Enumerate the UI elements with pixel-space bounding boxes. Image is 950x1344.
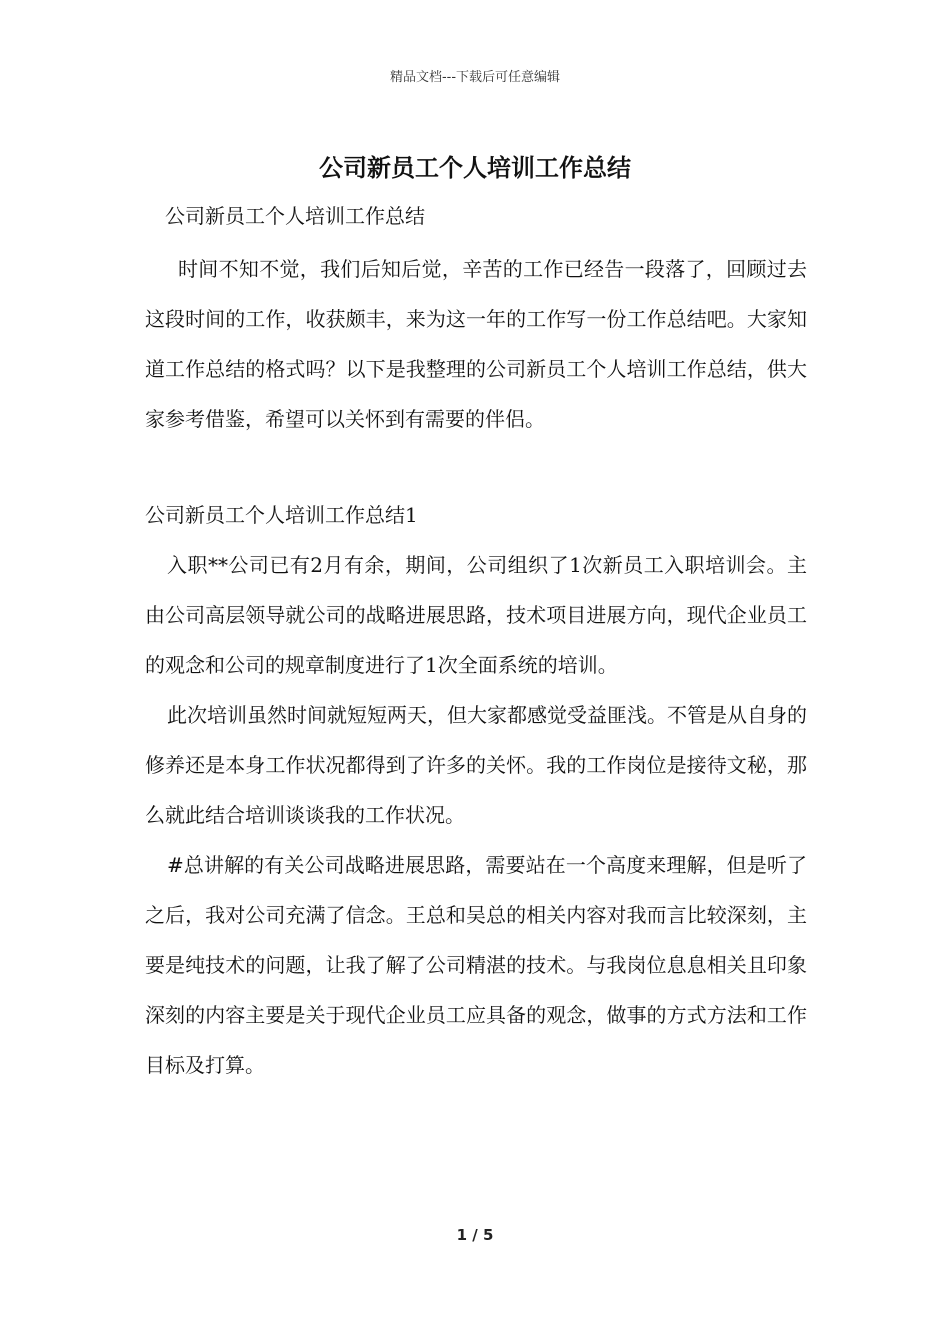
document-subtitle: 公司新员工个人培训工作总结 <box>165 204 425 228</box>
page-number: 1 / 5 <box>456 1226 494 1244</box>
section-heading: 公司新员工个人培训工作总结1 <box>145 503 418 527</box>
intro-paragraph: 时间不知不觉，我们后知后觉，辛苦的工作已经告一段落了，回顾过去这段时间的工作，收获颇丰，来为这一年的工作写一份工作总结吧。大家知道工作总结的格式吗？以下是我整理的公司新员工个人培训工作总结，供大家参考借鉴，希望可以关怀到有需要的伴侣。 <box>145 257 807 431</box>
document-title: 公司新员工个人培训工作总结 <box>319 154 631 182</box>
body-paragraph: 此次培训虽然时间就短短两天，但大家都感觉受益匪浅。不管是从自身的修养还是本身工作状况都得到了许多的关怀。我的工作岗位是接待文秘，那么就此结合培训谈谈我的工作状况。 <box>145 703 807 827</box>
body-paragraph: #总讲解的有关公司战略进展思路，需要站在一个高度来理解，但是听了之后，我对公司充满了信念。王总和吴总的相关内容对我而言比较深刻，主要是纯技术的问题，让我了解了公司精湛的技术。与我岗位息息相关且印象深刻的内容主要是关于现代企业员工应具备的观念，做事的方式方法和工作目标及打算。 <box>145 853 807 1077</box>
page-header: 精品文档---下载后可任意编辑 <box>389 70 561 85</box>
body-paragraph: 入职**公司已有2月有余，期间，公司组织了1次新员工入职培训会。主由公司高层领导就公司的战略进展思路，技术项目进展方向，现代企业员工的观念和公司的规章制度进行了1次全面系统的培训。 <box>145 553 807 677</box>
document-body <box>145 200 807 1090</box>
